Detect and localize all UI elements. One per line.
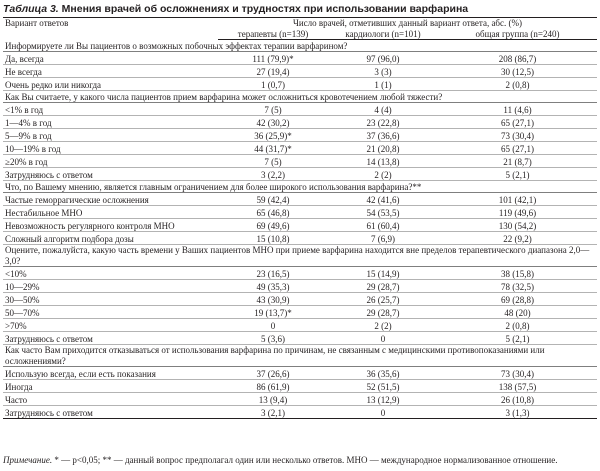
therapists-value: 44 (31,7)* (218, 142, 328, 155)
col-header-therapists: терапевты (n=139) (218, 29, 328, 40)
total-value: 3 (1,3) (438, 406, 597, 419)
answer-label: <1% в год (3, 103, 218, 116)
total-value: 138 (57,5) (438, 380, 597, 393)
therapists-value: 111 (79,9)* (218, 52, 328, 65)
answer-label: Очень редко или никогда (3, 78, 218, 91)
answer-row (3, 380, 597, 393)
therapists-value: 27 (19,4) (218, 65, 328, 78)
answer-row (3, 367, 597, 380)
answer-label: Нестабильное МНО (3, 206, 218, 219)
cardiologists-value: 52 (51,5) (328, 380, 438, 393)
answer-row (3, 206, 597, 219)
survey-table (3, 17, 597, 419)
question-row (3, 345, 597, 367)
answer-row (3, 306, 597, 319)
answer-label: Невозможность регулярного контроля МНО (3, 219, 218, 232)
total-value: 208 (86,7) (438, 52, 597, 65)
answer-row (3, 193, 597, 206)
answer-row (3, 280, 597, 293)
therapists-value: 86 (61,9) (218, 380, 328, 393)
therapists-value: 7 (5) (218, 103, 328, 116)
header-row (3, 18, 597, 30)
answer-row (3, 332, 597, 345)
therapists-value: 37 (26,6) (218, 367, 328, 380)
total-value: 21 (8,7) (438, 155, 597, 168)
cardiologists-value: 0 (328, 332, 438, 345)
answer-label: Иногда (3, 380, 218, 393)
answer-row (3, 129, 597, 142)
answer-row (3, 65, 597, 78)
total-value: 73 (30,4) (438, 367, 597, 380)
answer-label: 50—70% (3, 306, 218, 319)
therapists-value: 5 (3,6) (218, 332, 328, 345)
cardiologists-value: 42 (41,6) (328, 193, 438, 206)
table-caption (3, 3, 468, 15)
total-value: 11 (4,6) (438, 103, 597, 116)
cardiologists-value: 23 (22,8) (328, 116, 438, 129)
total-value: 38 (15,8) (438, 267, 597, 280)
cardiologists-value: 26 (25,7) (328, 293, 438, 306)
cardiologists-value: 54 (53,5) (328, 206, 438, 219)
answer-row (3, 142, 597, 155)
cardiologists-value: 29 (28,7) (328, 280, 438, 293)
answer-label: Использую всегда, если есть показания (3, 367, 218, 380)
table-caption-label: Таблица 3. (3, 3, 59, 15)
answer-label: Не всегда (3, 65, 218, 78)
answer-row (3, 393, 597, 406)
total-value: 5 (2,1) (438, 168, 597, 181)
total-value: 30 (12,5) (438, 65, 597, 78)
cardiologists-value: 2 (2) (328, 168, 438, 181)
cardiologists-value: 14 (13,8) (328, 155, 438, 168)
group-header: Число врачей, отметивших данный вариант ответа, абс. (%) (218, 18, 597, 30)
therapists-value: 59 (42,4) (218, 193, 328, 206)
answer-row (3, 78, 597, 91)
question-text: Информируете ли Вы пациентов о возможных побочных эффектах терапии варфарином? (3, 40, 597, 52)
answer-label: 5—9% в год (3, 129, 218, 142)
cardiologists-value: 13 (12,9) (328, 393, 438, 406)
cardiologists-value: 97 (96,0) (328, 52, 438, 65)
answer-label: >70% (3, 319, 218, 332)
total-value: 69 (28,8) (438, 293, 597, 306)
answer-label: Да, всегда (3, 52, 218, 65)
cardiologists-value: 15 (14,9) (328, 267, 438, 280)
question-row (3, 91, 597, 103)
answer-label: 10—29% (3, 280, 218, 293)
table-note-label: Примечание. (3, 455, 53, 465)
therapists-value: 42 (30,2) (218, 116, 328, 129)
answer-row (3, 116, 597, 129)
answer-label: <10% (3, 267, 218, 280)
cardiologists-value: 2 (2) (328, 319, 438, 332)
answer-label: Затрудняюсь с ответом (3, 168, 218, 181)
answer-label: Затрудняюсь с ответом (3, 406, 218, 419)
question-row (3, 181, 597, 193)
cardiologists-value: 3 (3) (328, 65, 438, 78)
answer-label: 10—19% в год (3, 142, 218, 155)
total-value: 101 (42,1) (438, 193, 597, 206)
answer-row (3, 155, 597, 168)
answer-label: 30—50% (3, 293, 218, 306)
therapists-value: 3 (2,2) (218, 168, 328, 181)
question-row (3, 245, 597, 267)
total-value: 119 (49,6) (438, 206, 597, 219)
answer-label: Сложный алгоритм подбора дозы (3, 232, 218, 245)
total-value: 2 (0,8) (438, 78, 597, 91)
cardiologists-value: 36 (35,6) (328, 367, 438, 380)
answer-label: 1—4% в год (3, 116, 218, 129)
cardiologists-value: 37 (36,6) (328, 129, 438, 142)
therapists-value: 23 (16,5) (218, 267, 328, 280)
question-text: Что, по Вашему мнению, является главным ограничением для более широкого использования варфарина?** (3, 181, 597, 193)
table-note-text: * — p<0,05; ** — данный вопрос предполагал один или несколько ответов. МНО — международное нормализованное отношение. (52, 455, 558, 465)
total-value: 26 (10,8) (438, 393, 597, 406)
therapists-value: 19 (13,7)* (218, 306, 328, 319)
cardiologists-value: 21 (20,8) (328, 142, 438, 155)
total-value: 130 (54,2) (438, 219, 597, 232)
therapists-value: 1 (0,7) (218, 78, 328, 91)
table-note (3, 455, 557, 466)
col-header-total: общая группа (n=240) (438, 29, 597, 40)
therapists-value: 3 (2,1) (218, 406, 328, 419)
answer-row (3, 103, 597, 116)
answer-row (3, 52, 597, 65)
table-caption-text: Мнения врачей об осложнениях и трудностях при использовании варфарина (61, 3, 469, 15)
therapists-value: 49 (35,3) (218, 280, 328, 293)
cardiologists-value: 0 (328, 406, 438, 419)
variant-header: Вариант ответов (3, 18, 218, 40)
therapists-value: 13 (9,4) (218, 393, 328, 406)
answer-label: Часто (3, 393, 218, 406)
question-text: Как часто Вам приходится отказываться от использования варфарина по причинам, не связанным с медицинскими противопоказаниями или осложнениями? (3, 345, 597, 367)
total-value: 65 (27,1) (438, 142, 597, 155)
cardiologists-value: 4 (4) (328, 103, 438, 116)
answer-label: Частые геморрагические осложнения (3, 193, 218, 206)
cardiologists-value: 29 (28,7) (328, 306, 438, 319)
therapists-value: 7 (5) (218, 155, 328, 168)
answer-row (3, 406, 597, 419)
total-value: 22 (9,2) (438, 232, 597, 245)
total-value: 78 (32,5) (438, 280, 597, 293)
cardiologists-value: 61 (60,4) (328, 219, 438, 232)
total-value: 65 (27,1) (438, 116, 597, 129)
answer-row (3, 232, 597, 245)
total-value: 48 (20) (438, 306, 597, 319)
cardiologists-value: 1 (1) (328, 78, 438, 91)
total-value: 2 (0,8) (438, 319, 597, 332)
question-text: Оцените, пожалуйста, какую часть времени у Ваших пациентов МНО при приеме варфарина находится вне пределов терапевтического диапазона 2,0—3,0? (3, 245, 597, 267)
question-text: Как Вы считаете, у какого числа пациентов прием варфарина может осложниться кровотечением любой тяжести? (3, 91, 597, 103)
therapists-value: 69 (49,6) (218, 219, 328, 232)
answer-label: ≥20% в год (3, 155, 218, 168)
answer-row (3, 219, 597, 232)
therapists-value: 43 (30,9) (218, 293, 328, 306)
therapists-value: 0 (218, 319, 328, 332)
therapists-value: 65 (46,8) (218, 206, 328, 219)
answer-row (3, 293, 597, 306)
total-value: 5 (2,1) (438, 332, 597, 345)
cardiologists-value: 7 (6,9) (328, 232, 438, 245)
col-header-cardiologists: кардиологи (n=101) (328, 29, 438, 40)
total-value: 73 (30,4) (438, 129, 597, 142)
question-row (3, 40, 597, 52)
answer-row (3, 319, 597, 332)
answer-row (3, 267, 597, 280)
answer-label: Затрудняюсь с ответом (3, 332, 218, 345)
answer-row (3, 168, 597, 181)
therapists-value: 36 (25,9)* (218, 129, 328, 142)
therapists-value: 15 (10,8) (218, 232, 328, 245)
